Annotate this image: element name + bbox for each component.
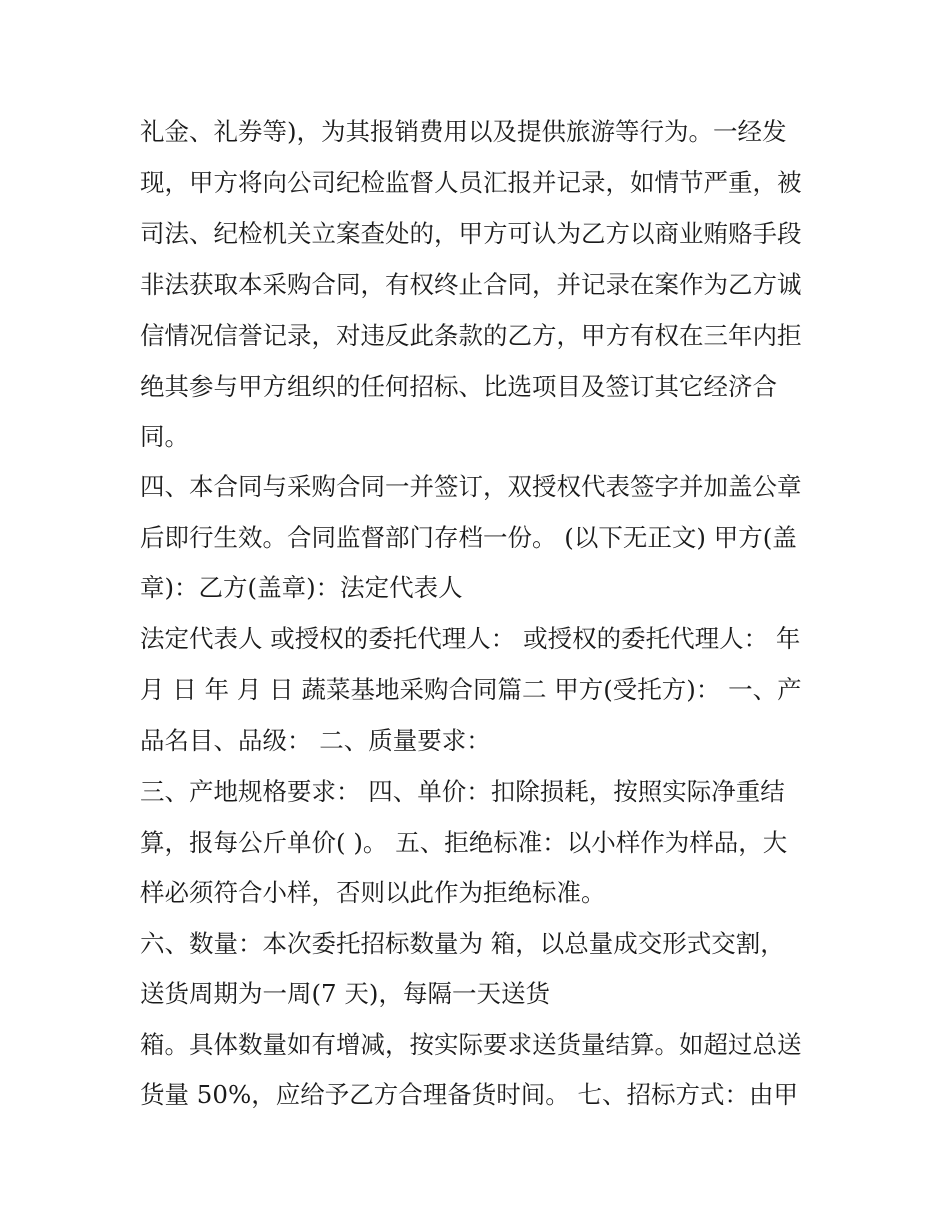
text-line: 绝其参与甲方组织的任何招标、比选项目及签订其它经济合 [140,372,777,401]
text-line: 三、产地规格要求： 四、单价：扣除损耗，按照实际净重结 [140,777,785,806]
text-line: 同。 [140,422,189,451]
text-line: 样必须符合小样，否则以此作为拒绝标准。 [140,878,606,907]
text-line: 信情况信誉记录，对违反此条款的乙方，甲方有权在三年内拒 [140,321,802,350]
text-line: 品名目、品级： 二、质量要求： [140,726,491,755]
text-line: 月 日 年 月 日 蔬菜基地采购合同篇二 甲方(受托方)： 一、产 [140,675,802,704]
text-line: 算，报每公斤单价( )。 五、拒绝标准：以小样作为样品，大 [140,828,788,857]
text-line: 后即行生效。合同监督部门存档一份。 (以下无正文) 甲方(盖 [140,523,797,552]
text-line: 送货周期为一周(7 天)，每隔一天送货 [140,979,550,1008]
text-line: 章)：乙方(盖章)：法定代表人 [140,573,463,602]
text-line: 非法获取本采购合同，有权终止合同，并记录在案作为乙方诚 [140,270,802,299]
text-line: 现，甲方将向公司纪检监督人员汇报并记录，如情节严重，被 [140,168,802,197]
text-line: 四、本合同与采购合同一并签订，双授权代表签字并加盖公章 [140,472,802,501]
text-line: 货量 50%，应给予乙方合理备货时间。 七、招标方式：由甲 [140,1080,799,1109]
text-line: 礼金、礼券等)，为其报销费用以及提供旅游等行为。一经发 [140,117,787,146]
text-line: 法定代表人 或授权的委托代理人： 或授权的委托代理人： 年 [140,624,801,653]
text-line: 司法、纪检机关立案查处的，甲方可认为乙方以商业贿赂手段 [140,219,802,248]
text-line: 六、数量：本次委托招标数量为 箱，以总量成交形式交割， [140,929,785,958]
text-line: 箱。具体数量如有增减，按实际要求送货量结算。如超过总送 [140,1030,802,1059]
